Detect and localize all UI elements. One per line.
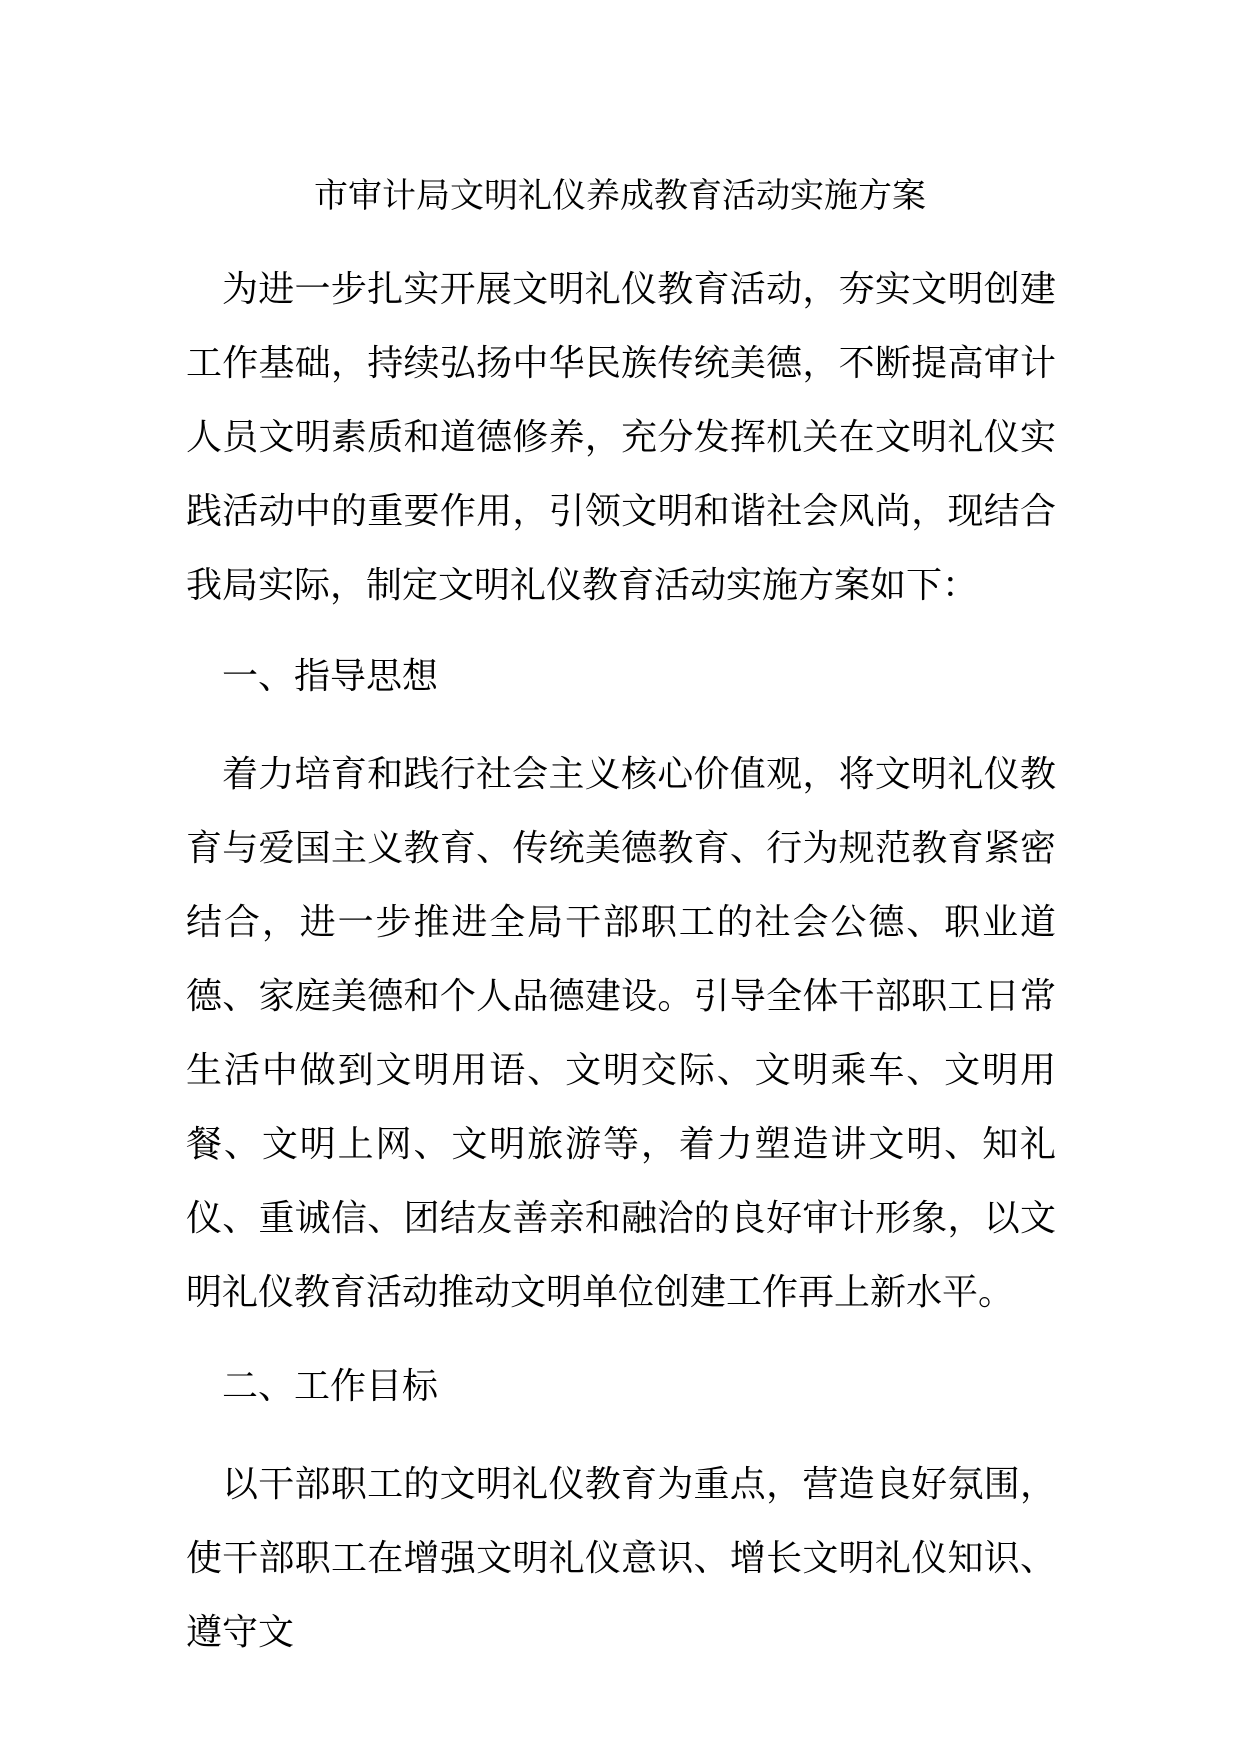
document-title: 市审计局文明礼仪养成教育活动实施方案	[314, 176, 926, 216]
intro-paragraph: 为进一步扎实开展文明礼仪教育活动，夯实文明创建工作基础，持续弘扬中华民族传统美德，不断提高审计人员文明素质和道德修养，充分发挥机关在文明礼仪实践活动中的重要作用，引领文明和谐社会风尚，现结合我局实际，制定文明礼仪教育活动实施方案如下：	[186, 269, 1056, 606]
section-body-guiding-ideology: 着力培育和践行社会主义核心价值观，将文明礼仪教育与爱国主义教育、传统美德教育、行为规范教育紧密结合，进一步推进全局干部职工的社会公德、职业道德、家庭美德和个人品德建设。引导全体干部职工日常生活中做到文明用语、文明交际、文明乘车、文明用餐、文明上网、文明旅游等，着力塑造讲文明、知礼仪、重诚信、团结友善亲和融洽的良好审计形象，以文明礼仪教育活动推动文明单位创建工作再上新水平。	[186, 754, 1056, 1313]
section-heading-guiding-ideology: 一、指导思想	[222, 656, 439, 697]
section-heading-work-goals: 二、工作目标	[222, 1366, 439, 1407]
section-body-work-goals: 以干部职工的文明礼仪教育为重点，营造良好氛围，使干部职工在增强文明礼仪意识、增长文明礼仪知识、遵守文	[186, 1464, 1056, 1653]
